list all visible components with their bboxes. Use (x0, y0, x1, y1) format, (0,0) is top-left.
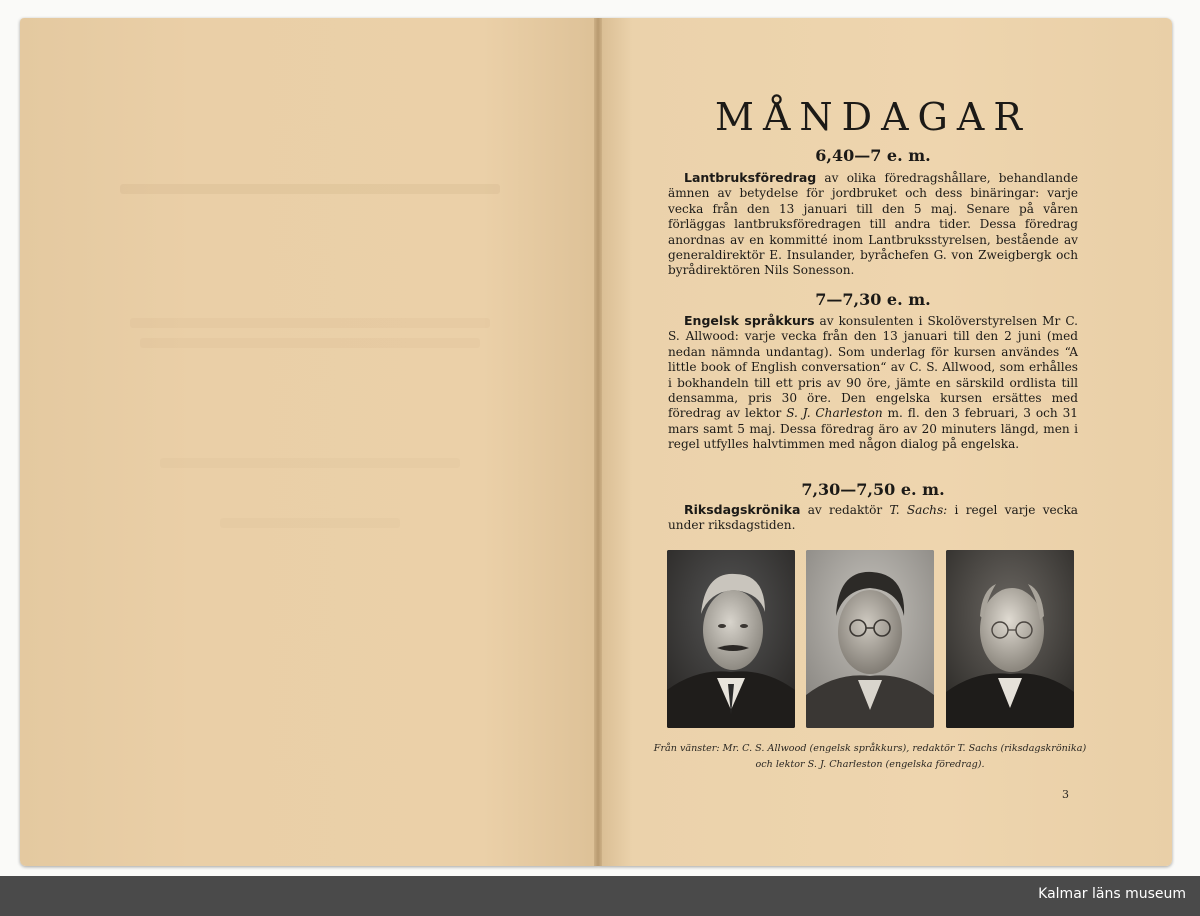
paragraph-riksdagskronika (668, 502, 1078, 534)
paragraph-text: m. fl. den 3 februari, 3 och 31 mars samt 5 maj. Dessa föredrag äro av 20 minuters längd, men i regel utfylles halvtimmen med någon dialog på engelska. (668, 406, 1078, 452)
left-page (20, 18, 598, 866)
paragraph-text: av olika föredragshållare, behandlande ämnen av betydelse för jordbruket och dess binäringar: varje vecka från den 13 januari till den 5 maj. Senare på våren förläggas lantbruksföredragen till andra tider. Dessa föredrag anordnas av en kommitté inom Lantbruksstyrelsen, bestående av generaldirektör E. Insulander, byråchefen G. von Zweigbergk och byrådirektören Nils Sonesson. (668, 171, 1078, 278)
time-heading: 7—7,30 e. m. (815, 290, 931, 309)
bleed-through (140, 338, 480, 348)
italic-name: S. J. Charleston (786, 406, 883, 421)
paragraph-text: i regel varje vecka under riksdagstiden. (668, 503, 1078, 533)
page-number: 3 (1062, 788, 1069, 801)
portrait-charleston-image (946, 550, 1074, 728)
museum-credit: Kalmar läns museum (1038, 886, 1186, 902)
portrait-sachs-image (806, 550, 934, 728)
bleed-through (220, 518, 400, 528)
portrait-allwood (667, 550, 795, 728)
time-heading: 6,40—7 e. m. (815, 146, 931, 165)
paragraph-text: av redaktör (800, 503, 890, 517)
bleed-through (130, 318, 490, 328)
bleed-through (160, 458, 460, 468)
paragraph-lantbruksforedrag (668, 170, 1078, 279)
portrait-sachs (806, 550, 934, 728)
lead-term: Engelsk språkkurs (684, 313, 815, 328)
portrait-charleston (946, 550, 1074, 728)
italic-name: T. Sachs: (889, 503, 948, 517)
time-heading: 7,30—7,50 e. m. (801, 480, 945, 499)
lead-term: Riksdagskrönika (684, 502, 801, 517)
footer-bar (0, 876, 1200, 916)
book-spine (594, 18, 602, 866)
page-title: MÅNDAGAR (715, 95, 1031, 139)
paragraph-text: av konsulenten i Skolöverstyrelsen Mr C. S. Allwood: varje vecka från den 13 januari till den 2 juni (med nedan nämnda undantag). Som underlag för kursen användes “A little book of English conversation“ av C. S. Allwood, som erhålles i bokhandeln till ett pris av 90 öre, jämte en särskild ordlista till densamma, pris 30 öre. Den engelska kursen ersättes med föredrag av lektor (668, 314, 1078, 421)
bleed-through (120, 184, 500, 194)
portrait-allwood-image (667, 550, 795, 728)
paragraph-engelsk-sprakkurs (668, 313, 1078, 453)
photo-caption: Från vänster: Mr. C. S. Allwood (engelsk språkkurs), redaktör T. Sachs (riksdagskrönika) och lektor S. J. Charleston (engelska föredrag). (653, 743, 1087, 770)
lead-term: Lantbruksföredrag (684, 170, 817, 185)
